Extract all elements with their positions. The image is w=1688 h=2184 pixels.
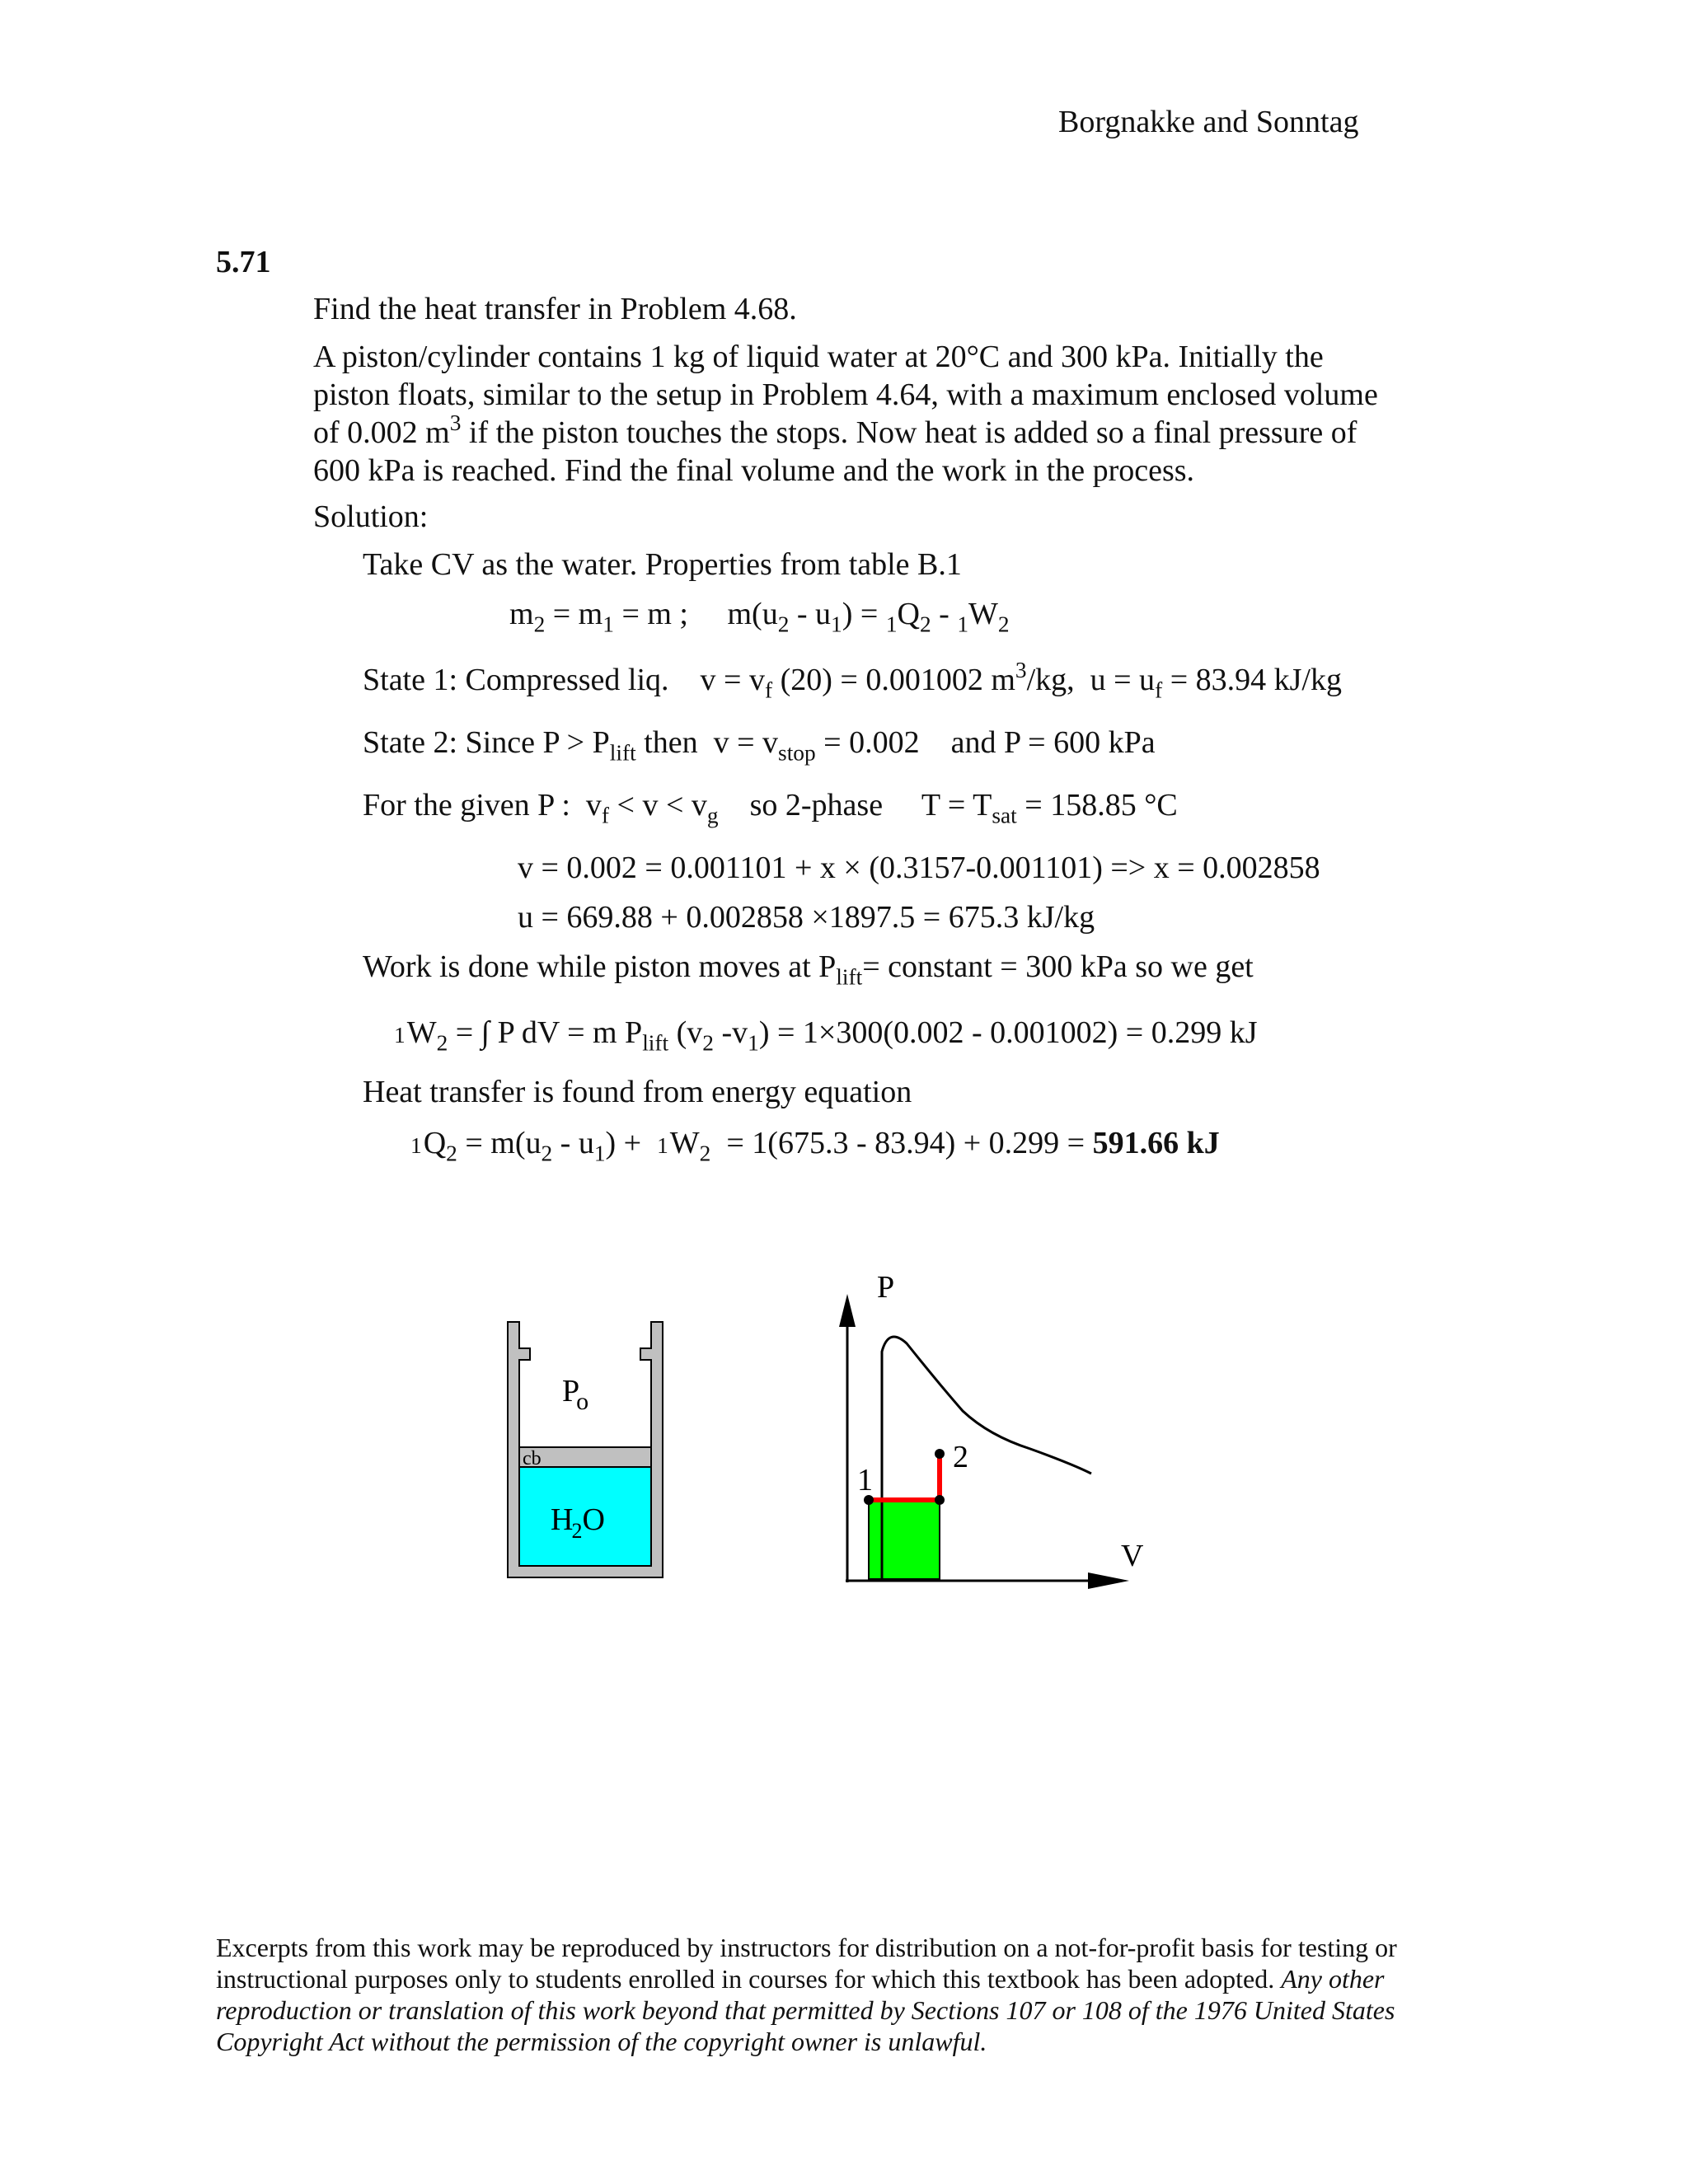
heat-equation: $1Q_2 = m(u_2 - u_1) + 1W_2 = 1(675.3 - 83.94) + 0.299 = 591.66$ kJ	[410, 1126, 1220, 1166]
piston-label: cb	[523, 1448, 542, 1469]
heat-result: 591.66 kJ	[1092, 1126, 1220, 1160]
state-2-label: 2	[953, 1440, 968, 1474]
fluid-label: H2O	[551, 1502, 605, 1543]
mass-energy-balance: $m_2 = m_1 = m$ ; $m(u_2 - u_1) = _1Q_2 - _1W_2$	[509, 597, 1010, 637]
problem-task: Find the heat transfer in Problem 4.68.	[313, 292, 797, 326]
given-p-line: For the given P : $v_f < v < v_g$ so 2-phase $T = T_{sat} = 158.85$ °C	[363, 788, 1178, 828]
copyright-footer: Excerpts from this work may be reproduced by instructors for distribution on a not-for-profit basis for testing or instructional purposes only to students enrolled in courses for which this textbook has been adopted. Any other reproduction or translation of this work beyond that permitted by Sections 107 or 108 of the 1976 United States Copyright Act without the permission of the copyright owner is unlawful.	[216, 1933, 1397, 2056]
problem-statement-line-1: A piston/cylinder contains 1 kg of liquid water at 20°C and 300 kPa. Initially the	[313, 340, 1324, 374]
pv-diagram	[839, 1270, 1144, 1589]
problem-statement-line-2: piston floats, similar to the setup in Problem 4.64, with a maximum enclosed volume	[313, 377, 1378, 412]
state-2-line: State 2: Since $P > P_{lift}$ then $v = v_{stop} = 0.002$ and P = 600 kPa	[363, 725, 1156, 766]
p0-label: Po	[562, 1374, 589, 1415]
work-equation: $1W_2$ = ∫ P dV = m $P_{lift}$ ($v_2$ $-v_1) = 1\times 300(0.002 - 0.001002) = 0.299$ kJ	[394, 1015, 1258, 1056]
problem-statement-line-4: 600 kPa is reached. Find the final volume and the work in the process.	[313, 453, 1195, 488]
work-text: Work is done while piston moves at $P_{lift}=$ constant = 300 kPa so we get	[363, 949, 1254, 990]
p-axis-arrow	[839, 1294, 856, 1327]
solution-label: Solution:	[313, 499, 429, 534]
header-authors: Borgnakke and Sonntag	[1058, 105, 1359, 139]
v-axis-arrow	[1088, 1572, 1129, 1589]
state-1-line: State 1: Compressed liq. $v = v_f$ (20) = 0.001002 $m^3/kg$, $u = u_f = 83.94$ kJ/kg	[363, 657, 1342, 703]
internal-energy-equation: u = 669.88 + 0.002858 ×1897.5 = 675.3 kJ/kg	[518, 900, 1095, 935]
heat-text: Heat transfer is found from energy equation	[363, 1075, 912, 1109]
piston-cylinder	[508, 1322, 663, 1577]
work-area	[869, 1500, 940, 1579]
quality-equation: v = 0.002 = 0.001101 + x × (0.3157-0.001101) => x = 0.002858	[518, 851, 1320, 885]
p-axis-label: P	[877, 1270, 895, 1305]
state-stop-point	[935, 1495, 945, 1505]
solution-cv: Take CV as the water. Properties from table B.1	[363, 547, 962, 582]
state-2-point	[935, 1449, 945, 1459]
problem-number: 5.71	[216, 245, 271, 279]
state-1-label: 1	[857, 1463, 873, 1497]
problem-statement-line-3: of 0.002 $m^3$ if the piston touches the stops. Now heat is added so a final pressure of	[313, 410, 1357, 450]
v-axis-label: V	[1121, 1539, 1144, 1573]
